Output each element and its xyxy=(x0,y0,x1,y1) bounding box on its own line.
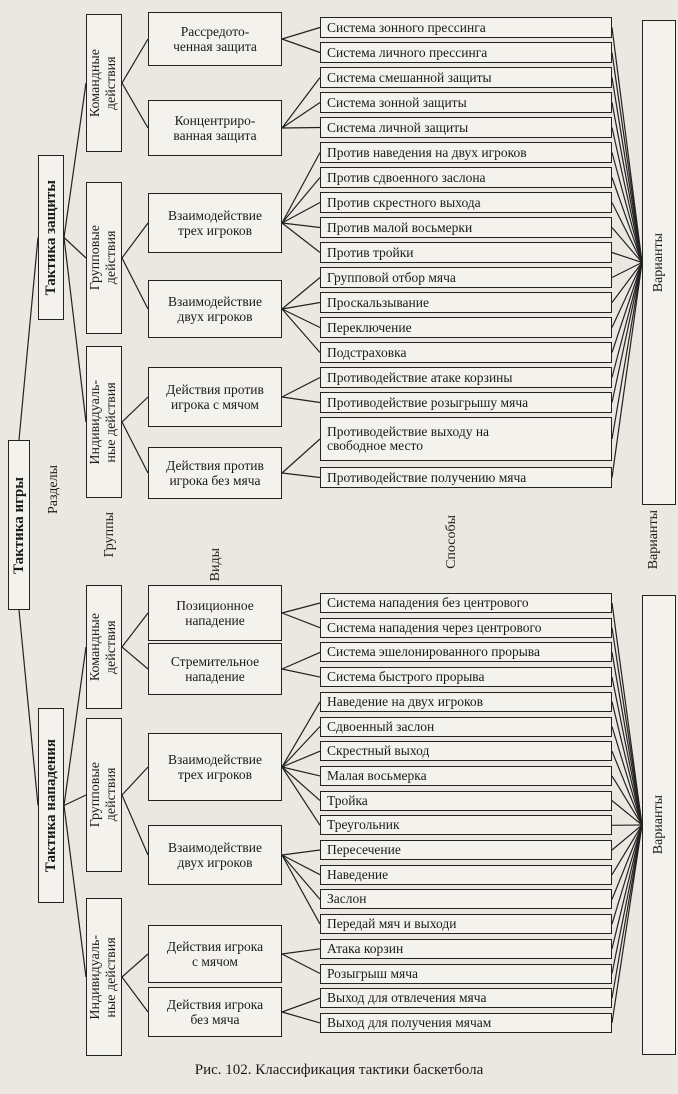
connector xyxy=(64,647,86,806)
defense-method-9: Против тройки xyxy=(320,242,612,263)
defense-type-2-0: Действия против игрока с мячом xyxy=(148,367,282,427)
attack-section-box-label: Тактика нападения xyxy=(43,738,59,873)
connector xyxy=(122,613,148,647)
connector xyxy=(612,263,642,353)
attack-type-2-0: Действия игрока с мячом xyxy=(148,925,282,983)
attack-group-1-label: Групповые действия xyxy=(88,762,119,828)
level-label-types: Виды xyxy=(208,548,223,582)
attack-method-14: Атака корзин xyxy=(320,939,612,959)
defense-method-4: Система личной защиты xyxy=(320,117,612,138)
connector xyxy=(282,39,320,53)
defense-method-10: Групповой отбор мяча xyxy=(320,267,612,288)
defense-method-8: Против малой восьмерки xyxy=(320,217,612,238)
connector xyxy=(122,767,148,795)
defense-method-13: Подстраховка xyxy=(320,342,612,363)
defense-method-16: Противодействие выходу на свободное место xyxy=(320,417,612,461)
connector xyxy=(282,103,320,129)
connector xyxy=(122,397,148,422)
attack-method-16: Выход для отвлечения мяча xyxy=(320,988,612,1008)
attack-group-2-label: Индивидуаль- ные действия xyxy=(88,934,119,1020)
defense-group-1 xyxy=(86,182,122,334)
defense-method-0: Система зонного прессинга xyxy=(320,17,612,38)
attack-method-15: Розыгрыш мяча xyxy=(320,964,612,984)
connector xyxy=(282,998,320,1012)
connector xyxy=(612,677,642,825)
attack-group-1 xyxy=(86,718,122,872)
attack-variants-box-label: Варианты xyxy=(651,795,666,855)
connector xyxy=(282,439,320,473)
root-box xyxy=(8,440,30,610)
defense-group-0-label: Командные действия xyxy=(88,48,119,118)
connector xyxy=(64,83,86,238)
connector xyxy=(64,795,86,806)
attack-method-12: Заслон xyxy=(320,889,612,909)
connector xyxy=(612,263,642,403)
connector xyxy=(282,309,320,353)
connector xyxy=(122,954,148,977)
attack-method-3: Система быстрого прорыва xyxy=(320,667,612,687)
connector xyxy=(64,806,86,978)
attack-type-1-1: Взаимодействие двух игроков xyxy=(148,825,282,885)
attack-variants-box xyxy=(642,595,676,1055)
defense-variants-box xyxy=(642,20,676,505)
connector xyxy=(282,278,320,310)
defense-section-box xyxy=(38,155,64,320)
level-label-groups: Группы xyxy=(102,512,117,558)
attack-method-11: Наведение xyxy=(320,865,612,885)
connector xyxy=(64,238,86,259)
connector xyxy=(122,977,148,1012)
connector xyxy=(122,83,148,128)
level-label-variants: Варианты xyxy=(646,510,661,570)
connector xyxy=(282,397,320,403)
connector xyxy=(19,610,38,806)
attack-type-2-1: Действия игрока без мяча xyxy=(148,987,282,1037)
attack-method-17: Выход для получения мячам xyxy=(320,1013,612,1033)
connector xyxy=(122,422,148,473)
attack-method-10: Пересечение xyxy=(320,840,612,860)
defense-type-0-1: Концентриро- ванная защита xyxy=(148,100,282,156)
connector xyxy=(612,263,642,378)
connector xyxy=(612,628,642,825)
level-label-methods: Способы xyxy=(444,515,459,569)
figure-caption: Рис. 102. Классификация тактики баскетбола xyxy=(194,1062,484,1078)
defense-variants-box-label: Варианты xyxy=(651,232,666,293)
attack-method-2: Система эшелонированного прорыва xyxy=(320,642,612,662)
defense-method-18: Противодействие получению мяча xyxy=(320,467,612,488)
attack-method-5: Сдвоенный заслон xyxy=(320,717,612,737)
connector xyxy=(122,795,148,855)
connector xyxy=(122,258,148,309)
connector xyxy=(282,128,320,129)
defense-method-14: Противодействие атаке корзины xyxy=(320,367,612,388)
attack-type-0-0: Позиционное нападение xyxy=(148,585,282,641)
connector xyxy=(19,238,38,441)
defense-group-2-label: Индивидуаль- ные действия xyxy=(88,379,119,465)
connector xyxy=(282,303,320,310)
connector xyxy=(282,1012,320,1023)
defense-type-2-1: Действия против игрока без мяча xyxy=(148,447,282,499)
defense-type-0-0: Рассредото- ченная защита xyxy=(148,12,282,66)
connector xyxy=(282,727,320,768)
connector xyxy=(122,39,148,83)
attack-method-13: Передай мяч и выходи xyxy=(320,914,612,934)
connector xyxy=(282,652,320,669)
connector xyxy=(282,378,320,398)
defense-method-2: Система смешанной защиты xyxy=(320,67,612,88)
defense-group-1-label: Групповые действия xyxy=(88,225,119,291)
connector xyxy=(282,751,320,767)
connector xyxy=(282,949,320,954)
connector xyxy=(612,825,642,974)
connector xyxy=(282,954,320,974)
root-box-label: Тактика игры xyxy=(11,476,27,574)
connector xyxy=(612,103,642,263)
defense-method-12: Переключение xyxy=(320,317,612,338)
connector xyxy=(64,238,86,423)
defense-method-1: Система личного прессинга xyxy=(320,42,612,63)
connector xyxy=(282,178,320,224)
attack-group-0-label: Командные действия xyxy=(88,612,119,682)
defense-method-15: Противодействие розыгрышу мяча xyxy=(320,392,612,413)
connector xyxy=(282,309,320,328)
connector xyxy=(282,669,320,677)
connector xyxy=(282,473,320,478)
defense-method-3: Система зонной защиты xyxy=(320,92,612,113)
defense-method-6: Против сдвоенного заслона xyxy=(320,167,612,188)
defense-method-11: Проскальзывание xyxy=(320,292,612,313)
connector xyxy=(282,603,320,613)
attack-group-0 xyxy=(86,585,122,709)
attack-method-7: Малая восьмерка xyxy=(320,766,612,786)
attack-method-1: Система нападения через центрового xyxy=(320,618,612,638)
defense-group-2 xyxy=(86,346,122,498)
defense-type-1-0: Взаимодействие трех игроков xyxy=(148,193,282,253)
defense-method-5: Против наведения на двух игроков xyxy=(320,142,612,163)
attack-method-6: Скрестный выход xyxy=(320,741,612,761)
level-label-sections: Разделы xyxy=(46,465,61,515)
connector xyxy=(612,53,642,263)
attack-method-8: Тройка xyxy=(320,791,612,811)
connector xyxy=(612,825,642,1023)
attack-method-0: Система нападения без центрового xyxy=(320,593,612,613)
attack-group-2 xyxy=(86,898,122,1056)
attack-type-0-1: Стремительное нападение xyxy=(148,643,282,695)
defense-type-1-1: Взаимодействие двух игроков xyxy=(148,280,282,338)
connector xyxy=(282,613,320,628)
connector xyxy=(612,263,642,440)
connector xyxy=(282,850,320,855)
connector xyxy=(282,855,320,899)
connector xyxy=(282,28,320,40)
connector xyxy=(122,223,148,258)
connector xyxy=(612,652,642,825)
connector xyxy=(282,78,320,129)
defense-section-box-label: Тактика защиты xyxy=(43,179,59,296)
attack-section-box xyxy=(38,708,64,903)
attack-method-9: Треугольник xyxy=(320,815,612,835)
defense-group-0 xyxy=(86,14,122,152)
attack-type-1-0: Взаимодействие трех игроков xyxy=(148,733,282,801)
attack-method-4: Наведение на двух игроков xyxy=(320,692,612,712)
connector xyxy=(122,647,148,669)
defense-method-7: Против скрестного выхода xyxy=(320,192,612,213)
connector xyxy=(282,702,320,767)
connector xyxy=(612,178,642,263)
